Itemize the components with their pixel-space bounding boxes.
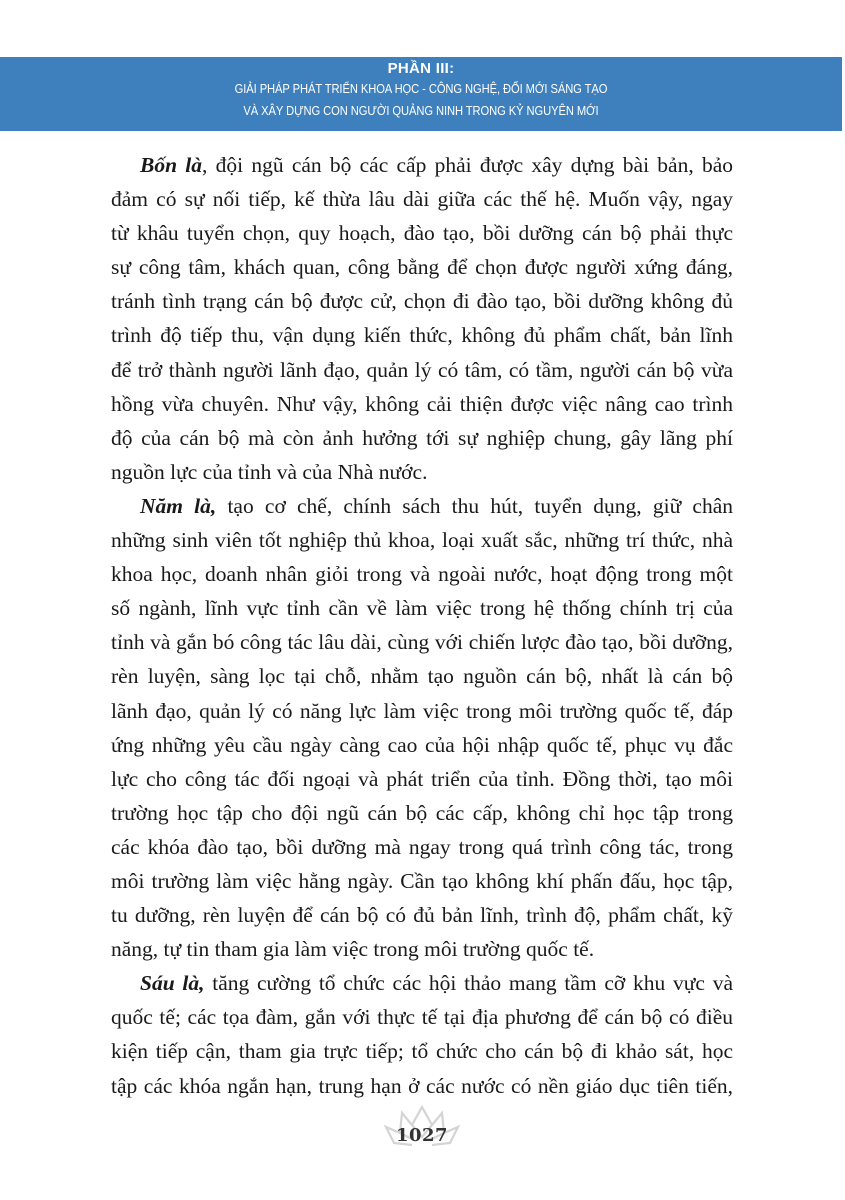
body-text [111, 148, 733, 1103]
part-subtitle-line-1: GIẢI PHÁP PHÁT TRIỂN KHOA HỌC - CÔNG NGHỆ, ĐỔI MỚI SÁNG TẠO [234, 81, 608, 96]
paragraph-lead: Sáu là, [140, 971, 205, 996]
text-line: các khóa đào tạo, bồi dưỡng mà ngay trong quá trình công tác, trong [111, 834, 733, 859]
paragraph-lead: Năm là, [140, 493, 217, 518]
text-line: lực cho công tác đối ngoại và phát triển của tỉnh. Đồng thời, tạo môi [111, 766, 733, 791]
text-line: để trở thành người lãnh đạo, quản lý có tâm, có tầm, người cán bộ vừa [111, 357, 733, 382]
text-line: khoa học, doanh nhân giỏi trong và ngoài nước, hoạt động trong một [111, 562, 733, 587]
text-line: độ của cán bộ mà còn ảnh hưởng tới sự nghiệp chung, gây lãng phí [111, 425, 733, 450]
text-line: tỉnh và gắn bó công tác lâu dài, cùng với chiến lược đào tạo, bồi dưỡng, [111, 630, 733, 655]
text-line: nguồn lực của tỉnh và của Nhà nước. [111, 459, 428, 484]
text-line: số ngành, lĩnh vực tỉnh cần về làm việc trong hệ thống chính trị của [111, 596, 733, 621]
text-line: tránh tình trạng cán bộ được cử, chọn đi đào tạo, bồi dưỡng không đủ [111, 289, 733, 314]
text-line: trường học tập cho đội ngũ cán bộ các cấp, không chỉ học tập trong [111, 800, 733, 825]
paragraph-sau-la [111, 966, 733, 1102]
text-line: tu dưỡng, rèn luyện để cán bộ có đủ bản lĩnh, trình độ, phẩm chất, kỹ [111, 903, 733, 928]
text-line: tập các khóa ngắn hạn, trung hạn ở các nước có nền giáo dục tiên tiến, [111, 1073, 733, 1098]
paragraph-nam-la [111, 489, 733, 966]
paragraph-bon-la [111, 148, 733, 489]
page-footer [372, 1103, 472, 1153]
paragraph-lead: Bốn là [140, 153, 203, 177]
line-text: tạo cơ chế, chính sách thu hút, tuyển dụng, giữ chân [216, 493, 733, 518]
text-line [111, 489, 733, 523]
text-line: năng, tự tin tham gia làm việc trong môi trường quốc tế. [111, 937, 595, 962]
text-line: đảm có sự nối tiếp, kế thừa lâu dài giữa các thế hệ. Muốn vậy, ngay [111, 187, 733, 212]
text-line: môi trường làm việc hằng ngày. Cần tạo không khí phấn đấu, học tập, [111, 868, 733, 893]
part-title: PHẦN III: [387, 60, 455, 77]
text-line: từ khâu tuyển chọn, quy hoạch, đào tạo, bồi dưỡng cán bộ phải thực [111, 221, 733, 246]
text-line [111, 148, 733, 182]
text-line: ứng những yêu cầu ngày càng cao của hội nhập quốc tế, phục vụ đắc [111, 732, 733, 757]
text-line: quốc tế; các tọa đàm, gắn với thực tế tại địa phương để cán bộ có điều [111, 1005, 733, 1030]
text-line: sự công tâm, khách quan, công bằng để chọn được người xứng đáng, [111, 255, 733, 280]
section-header-band [0, 57, 842, 131]
text-line: lãnh đạo, quản lý có năng lực làm việc trong môi trường quốc tế, đáp [111, 698, 733, 723]
page-number: 1027 [395, 1125, 449, 1146]
text-line: rèn luyện, sàng lọc tại chỗ, nhằm tạo nguồn cán bộ, nhất là cán bộ [111, 664, 733, 689]
part-subtitle-line-2: VÀ XÂY DỰNG CON NGƯỜI QUẢNG NINH TRONG KỶ NGUYÊN MỚI [243, 103, 599, 118]
line-text: tăng cường tổ chức các hội thảo mang tầm cỡ khu vực và [204, 971, 733, 996]
text-line: những sinh viên tốt nghiệp thủ khoa, loại xuất sắc, những trí thức, nhà [111, 528, 733, 553]
text-line: hồng vừa chuyên. Như vậy, không cải thiện được việc nâng cao trình [111, 391, 733, 416]
line-text: , đội ngũ cán bộ các cấp phải được xây dựng bài bản, bảo [202, 153, 733, 177]
text-line: kiện tiếp cận, tham gia trực tiếp; tổ chức cho cán bộ đi khảo sát, học [111, 1039, 733, 1064]
text-line: trình độ tiếp thu, vận dụng kiến thức, không đủ phẩm chất, bản lĩnh [111, 323, 733, 348]
text-line [111, 966, 733, 1000]
